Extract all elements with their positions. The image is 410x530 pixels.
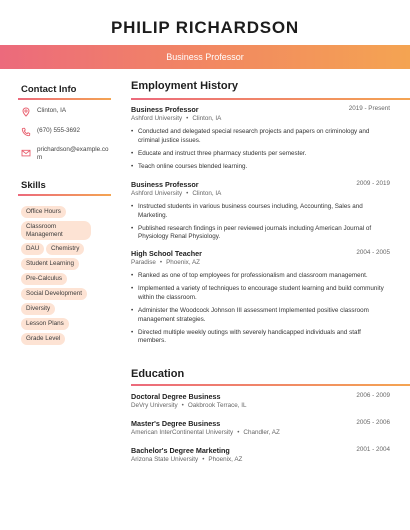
degree-dates: 2001 - 2004 (356, 446, 390, 453)
skills-divider (18, 194, 111, 196)
separator-dot: • (181, 402, 184, 409)
job-dates: 2004 - 2005 (356, 249, 390, 256)
candidate-name: PHILIP RICHARDSON (110, 18, 300, 37)
job-bullet: • Ranked as one of top employees for professionalism and classroom management. (131, 272, 390, 281)
job-location: Clinton, IA (192, 190, 222, 197)
skill-chip: Diversity (21, 303, 55, 315)
education-heading: Education (131, 368, 185, 380)
school-location: Phoenix, AZ (208, 456, 243, 463)
job-bullet: • Administer the Woodcock Johnson III assessment Implemented positive classroom management strategies. (131, 307, 390, 324)
school-location: Oakbrook Terrace, IL (187, 402, 247, 409)
separator-dot: • (237, 429, 240, 436)
separator-dot: • (186, 115, 189, 122)
skill-chip: Chemistry (46, 243, 84, 255)
separator-dot: • (202, 456, 205, 463)
job-bullet: • Directed multiple weekly outings with severely handicapped individuals and staff members. (131, 329, 390, 346)
school-name: DeVry University (131, 402, 178, 409)
school-name: Arizona State University (131, 456, 199, 463)
skill-chip: Office Hours (21, 206, 66, 218)
skill-chip: Lesson Plans (21, 318, 69, 330)
contact-divider (18, 98, 111, 100)
school-name: American InterContinental University (131, 429, 234, 436)
job-entry (131, 105, 390, 176)
school-location: Chandler, AZ (243, 429, 280, 436)
envelope-icon (21, 148, 31, 158)
contact-heading: Contact Info (21, 84, 77, 95)
job-dates: 2019 - Present (348, 105, 390, 112)
job-title: Business Professor (131, 105, 199, 114)
separator-dot: • (159, 259, 163, 266)
job-bullet: • Teach online courses blended learning. (131, 163, 390, 172)
education-divider (131, 384, 410, 386)
employment-heading: Employment History (131, 80, 238, 92)
contact-location (21, 107, 111, 117)
separator-dot: • (186, 190, 189, 197)
skill-chip: Student Learning (21, 258, 79, 270)
job-dates: 2009 - 2019 (356, 180, 390, 187)
job-entry (131, 180, 390, 247)
job-title: High School Teacher (131, 249, 202, 258)
role-banner: Business Professor (0, 45, 410, 69)
contact-location-text: Clinton, IA (37, 107, 67, 114)
job-location: Clinton, IA (192, 115, 222, 122)
job-bullet: • Published research findings in peer reviewed journals including American Journal of Physiology Renal Physiology. (131, 225, 390, 242)
degree-title: Doctoral Degree Business (131, 392, 221, 401)
contact-email[interactable] (21, 146, 111, 161)
job-org: Ashford University (131, 115, 183, 122)
location-pin-icon (21, 107, 31, 117)
job-bullet: • Educate and instruct three pharmacy students per semester. (131, 150, 390, 159)
education-entry (131, 392, 390, 409)
employment-divider (131, 98, 410, 100)
job-entry (131, 249, 390, 351)
degree-title: Bachelor's Degree Marketing (131, 446, 230, 455)
job-location: Phoenix, AZ (166, 259, 201, 266)
job-org: Ashford University (131, 190, 183, 197)
job-org: Paradise (131, 259, 156, 266)
skill-chip: Pre-Calculus (21, 273, 67, 285)
skill-chip: Social Development (21, 288, 87, 300)
job-bullet: • Instructed students in various business courses including, Accounting, Sales and Marketing. (131, 203, 390, 220)
skill-chip: Classroom Management (21, 221, 91, 240)
degree-dates: 2006 - 2009 (356, 392, 390, 399)
contact-phone (21, 127, 111, 137)
phone-icon (21, 127, 31, 137)
contact-phone-text: (670) 555-3692 (37, 127, 81, 134)
job-bullet: • Conducted and delegated special research projects and papers on criminology and criminal justice issues. (131, 128, 390, 145)
education-entry (131, 446, 390, 463)
contact-email-text[interactable]: prichardson@example.com (37, 146, 109, 161)
skill-chip: Grade Level (21, 333, 65, 345)
job-bullet: • Implemented a variety of techniques to encourage student learning and build community within the classroom. (131, 285, 390, 302)
degree-dates: 2005 - 2006 (356, 419, 390, 426)
degree-title: Master's Degree Business (131, 419, 221, 428)
skills-heading: Skills (21, 180, 46, 191)
education-entry (131, 419, 390, 436)
skill-chip: DAU (21, 243, 44, 255)
job-title: Business Professor (131, 180, 199, 189)
